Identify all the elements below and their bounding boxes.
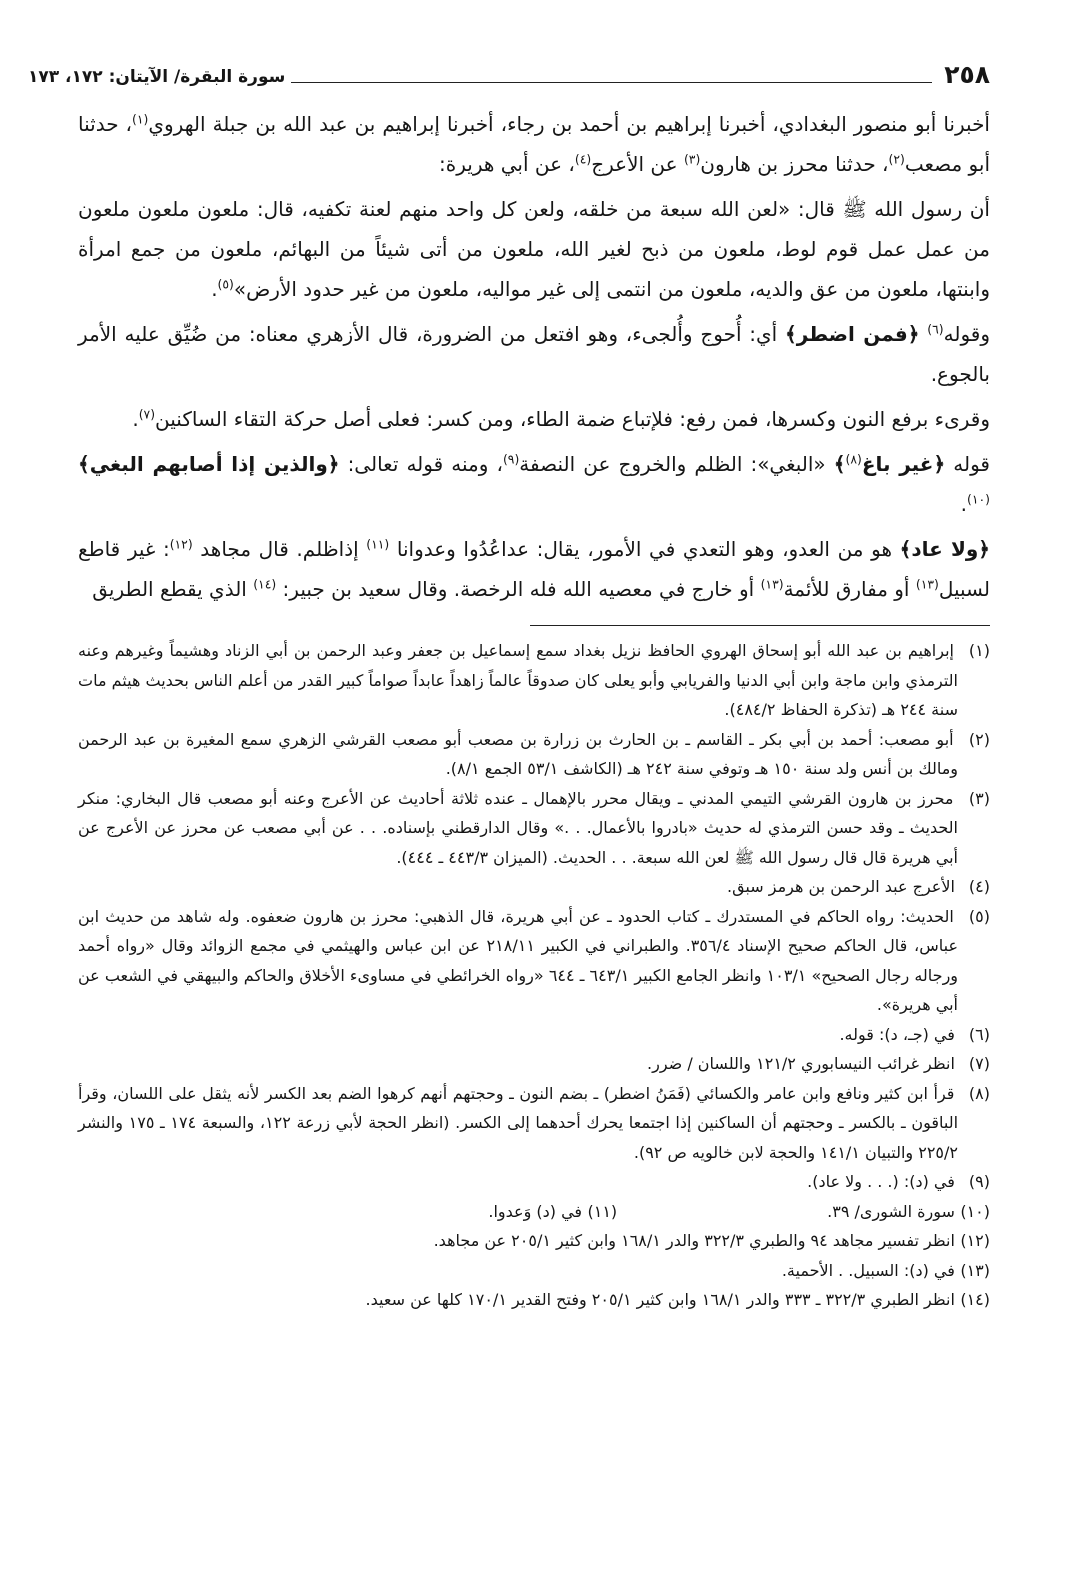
footnote: [78, 725, 990, 784]
main-paragraph: [78, 399, 990, 439]
footnote-number: (١٢): [960, 1231, 990, 1250]
text-run: : غير قاطع لسبيل: [78, 537, 990, 601]
footnote-text: في (د): السبيل. . الأحمية.: [781, 1260, 955, 1280]
text-run: .: [132, 407, 139, 431]
text-run: أن رسول الله ﷺ قال: «لعن الله سبعة من خلقه، ولعن كل واحد منهم لعنة تكفيه، قال: ملعون ملعون ملعون من عمل عمل قوم لوط، ملعون من ذبح لغير الله، ملعون من أتى شيئاً من البهائم، ملعون من جمع امرأة وابنتها، ملعون من عق والديه، ملعون من انتمى إلى غير مواليه، ملعون من غير حدود الأرض»: [78, 197, 990, 301]
footnote-text: انظر تفسير مجاهد ٩٤ والطبري ٣٢٢/٣ والدر ١٦٨/١ وابن كثير ٢٠٥/١ عن مجاهد.: [433, 1231, 955, 1250]
text-run: أي: أُحوج وأُلجىء، وهو افتعل من الضرورة، قال الأزهري معناه: من ضُيِّق عليه الأمر بالجوع.: [78, 322, 990, 386]
footnote-ref: (١٤): [253, 576, 277, 592]
footnote-text: قرأ ابن كثير ونافع وابن عامر والكسائي (فَمَنُ اضطر) ـ بضم النون ـ وحجتهم أنهم كرهوا الضم بعد الكسر لأنه يثقل على اللسان، وقرأ الباقون ـ بالكسر ـ وحجتهم أن الساكنين إذا اجتمعا يحرك أحدهما إلى الكسر. (انظر الحجة لأبي زرعة ١٢٢، والسبعة ١٧٤ ـ ١٧٥ والنشر ٢٢٥/٢ والتبيان ١٤١/١ والحجة لابن خالويه ص ٩٢).: [78, 1083, 959, 1162]
text-run: ، ومنه قوله تعالى:: [339, 452, 503, 476]
footnote-ref: (٥): [217, 276, 234, 292]
page-number: ٢٥٨: [944, 60, 990, 89]
page-content: [78, 104, 990, 1315]
footnote-text: في (د) وَعدوا.: [488, 1201, 583, 1221]
footnote: [488, 1197, 617, 1227]
footnote-ref: (٢): [888, 151, 905, 167]
footnote: [78, 1256, 990, 1286]
footnote: [78, 1049, 990, 1079]
footnote: [78, 784, 990, 873]
footnote-ref: (٦): [927, 321, 944, 337]
footnote: [78, 1226, 990, 1256]
footnote-number: (٨): [968, 1083, 990, 1103]
footnote-ref: (١٣): [760, 576, 784, 592]
footnote-number: (٣): [968, 788, 990, 808]
text-run: قوله: [945, 452, 990, 476]
footnote-text: في (د): (. . . ولا عاد).: [807, 1172, 955, 1191]
main-text: [78, 104, 990, 609]
footnote: [78, 1285, 990, 1315]
footnote-number: (٩): [968, 1172, 990, 1191]
footnote-number: (٢): [968, 729, 990, 749]
text-run: ، عن أبي هريرة:: [439, 152, 575, 176]
footnote-ref: (٩): [502, 451, 520, 467]
footnote-ref: (١٣): [915, 576, 939, 592]
footnote-separator: [530, 625, 990, 626]
footnote: [78, 1167, 990, 1197]
footnote-pair: [78, 1197, 990, 1227]
footnote-number: (١١): [587, 1201, 618, 1221]
footnote-text: انظر غرائب النيسابوري ١٢١/٢ واللسان / ضرر.: [647, 1054, 955, 1073]
text-run: وقرىء برفع النون وكسرها، فمن رفع: فلإتباع ضمة الطاء، ومن كسر: فعلى أصل حركة التقاء الساكنين: [155, 407, 990, 431]
footnote-number: (١): [968, 641, 990, 660]
footnote-text: انظر الطبري ٣٢٢/٣ ـ ٣٣٣ والدر ١٦٨/١ وابن كثير ٢٠٥/١ وفتح القدير ١٧٠/١ كلها عن سعيد.: [365, 1290, 955, 1309]
footnote-number: (٥): [968, 906, 990, 926]
footnote-text: الحديث: رواه الحاكم في المستدرك ـ كتاب الحدود ـ عن أبي هريرة، قال الذهبي: محرز بن هارون ضعفوه. وله شاهد من حديث ابن عباس، قال الحاكم صحيح الإسناد ٣٥٦/٤. والطبراني في الكبير ٢١٨/١١ عن ابن عباس والهيثمي في مجمع الزوائد وقال «رواه أحمد ورجاله رجال الصحيح» ١٠٣/١ وانظر الجامع الكبير ٦٤٣/١ ـ ٦٤٤ «رواه الخرائطي في مساوىء الأخلاق والحاكم والبيهقي في الشعب عن أبي هريرة».: [78, 906, 959, 1014]
footnote-ref: (١٢): [169, 536, 193, 552]
text-run: وقوله: [943, 322, 990, 346]
text-run: أو خارج في معصيه الله فله الرخصة. وقال سعيد بن جبير:: [276, 577, 761, 601]
text-run: أو مفارق للأئمة: [783, 577, 916, 601]
footnote-ref: (٨): [845, 451, 862, 467]
footnotes-section: [78, 636, 990, 1315]
quran-phrase: ﴿ولا عاد﴾: [899, 537, 990, 561]
text-run: أخبرنا أبو منصور البغدادي، أخبرنا إبراهيم بن أحمد بن رجاء، أخبرنا إبراهيم بن عبد الله بن جبلة الهروي: [148, 112, 990, 136]
text-run: ، حدثنا محرز بن هارون: [700, 152, 889, 176]
footnote-ref: (٤): [574, 151, 592, 167]
quran-phrase: ﴿والذين إذا أصابهم البغي﴾: [78, 452, 340, 476]
footnote: [78, 902, 990, 1020]
footnote-number: (٤): [968, 877, 990, 896]
footnote: [78, 636, 990, 725]
footnote: [78, 1020, 990, 1050]
footnote-number: (١٠): [960, 1201, 990, 1221]
footnote-ref: (١٠): [967, 491, 990, 507]
footnote-text: سورة الشورى/ ٣٩.: [827, 1201, 955, 1221]
footnote-number: (١٤): [960, 1290, 990, 1309]
footnote-ref: (١): [132, 111, 149, 127]
main-paragraph: [78, 314, 990, 394]
footnote-text: في (جـ، د): قوله.: [839, 1024, 955, 1044]
footnote-ref: (٧): [138, 406, 156, 422]
running-title: سورة البقرة/ الآيتان: ١٧٢، ١٧٣: [28, 67, 286, 87]
text-run: ، حدثنا أبو مصعب: [78, 112, 990, 176]
main-paragraph: [78, 444, 990, 524]
text-run: الذي يقطع الطريق: [92, 577, 254, 601]
footnote-text: محرز بن هارون القرشي التيمي المدني ـ ويقال محرر بالإهمال ـ عنده ثلاثة أحاديث عن الأعرج وعنه أبو مصعب قال البخاري: منكر الحديث ـ وقد حسن الترمذي له حديث «بادروا بالأعمال. . .» وقال الدارقطني بإسناده. . . عن أبي مصعب عن محرز عن الأعرج عن أبي هريرة قال قال رسول الله ﷺ لعن الله سبعة. . . الحديث. (الميزان ٤٤٣/٣ ـ ٤٤٤).: [78, 788, 958, 867]
footnote-text: إبراهيم بن عبد الله أبو إسحاق الهروي الحافظ نزيل بغداد سمع إسماعيل بن جعفر وعبد الرحمن بن أبي الزناد وهشيماً وغيرهم وعنه الترمذي وابن ماجة وابن أبي الدنيا والفريابي وأبو يعلى كان صدوقاً عالماً زاهداً عابداً صواماً كبير القدر من أعلم الناس بحديث هيثم مات سنة ٢٤٤ هـ (تذكرة الحفاظ ٤٨٤/٢).: [78, 641, 958, 719]
footnote-number: (٧): [968, 1054, 990, 1073]
main-paragraph: [78, 104, 990, 184]
text-run: .: [211, 277, 218, 301]
footnote-number: (١٣): [960, 1260, 990, 1280]
text-run: إذاظلم. قال مجاهد: [192, 537, 367, 561]
footnote-number: (٦): [968, 1024, 990, 1044]
footnote-text: الأعرج عبد الرحمن بن هرمز سبق.: [727, 877, 955, 896]
text-run: هو من العدو، وهو التعدي في الأمور، يقال: عداعُدُوا وعدوانا: [389, 537, 900, 561]
quran-phrase: ﴿فمن اضطر﴾: [785, 322, 920, 346]
quran-phrase: ﴿غير باغ: [861, 452, 946, 476]
main-paragraph: [78, 189, 990, 309]
footnote: [78, 872, 990, 902]
header-rule: [291, 82, 932, 83]
text-run: .: [960, 492, 967, 516]
text-run: «البغي»: الظلم والخروج عن النصفة: [519, 452, 834, 476]
footnote-ref: (٣): [683, 151, 701, 167]
footnote: [827, 1197, 990, 1227]
quran-phrase: ﴾: [833, 452, 846, 476]
page-header: [28, 50, 990, 90]
footnote-text: أبو مصعب: أحمد بن أبي بكر ـ القاسم ـ بن الحارث بن زرارة بن مصعب أبو مصعب القرشي الزهري سمع المغيرة بن عبد الرحمن ومالك بن أنس ولد سنة ١٥٠ هـ وتوفي سنة ٢٤٢ هـ (الكاشف ٥٣/١ الجمع ٨/١).: [78, 729, 958, 778]
text-run: عن الأعرج: [591, 152, 684, 176]
main-paragraph: [78, 529, 990, 609]
footnote: [78, 1079, 990, 1168]
footnote-ref: (١١): [366, 536, 390, 552]
